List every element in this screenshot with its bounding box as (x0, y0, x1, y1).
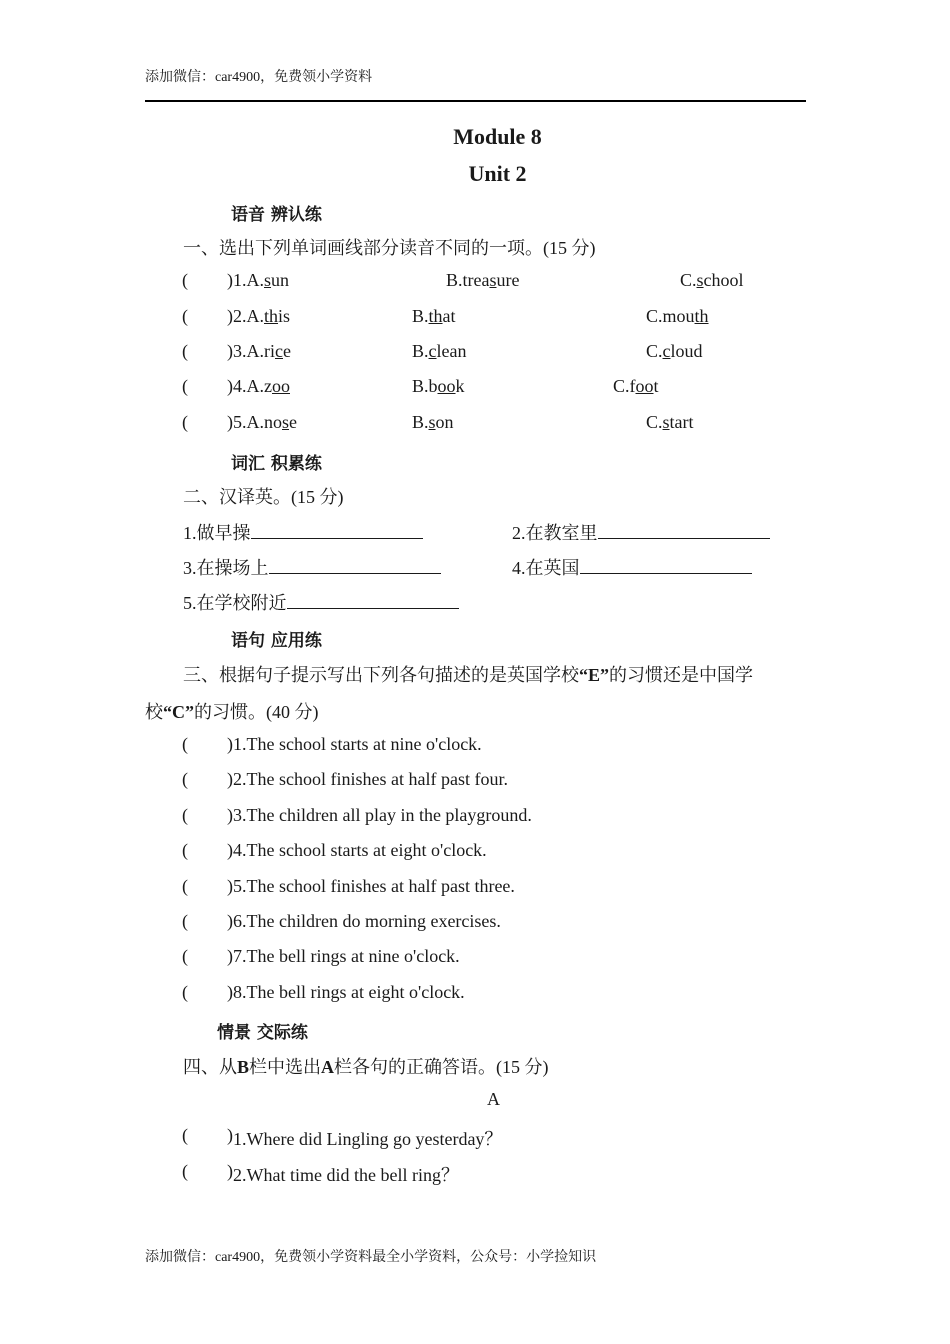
answer-bracket-close: ) (227, 1160, 233, 1181)
sentence-item: 2.The school finishes at half past four. (233, 769, 508, 790)
answer-bracket-close: ) (227, 804, 233, 825)
sentence-item: 3.The children all play in the playground. (233, 804, 532, 825)
option-c: C.school (680, 270, 744, 290)
translation-item: 2.在教室里 (512, 519, 770, 545)
answer-bracket-close: ) (227, 341, 233, 361)
section-2-heading: 二、汉译英。(15 分) (183, 487, 344, 507)
answer-bracket-open[interactable]: ( (182, 734, 188, 754)
option-c: C.cloud (646, 341, 703, 361)
option-a: 2.A.this (233, 306, 291, 326)
unit-title: Unit 2 (468, 161, 527, 186)
option-a: 3.A.rice (233, 341, 291, 361)
option-b: B.son (412, 412, 454, 432)
option-b: B.treasure (446, 270, 520, 290)
answer-bracket-close: ) (227, 911, 233, 931)
option-a: 1.A.sun (233, 270, 290, 290)
section-3-tag: 语句 应用练 (231, 631, 322, 651)
option-a: 4.A.zoo (233, 376, 290, 396)
translation-item: 1.做早操 (183, 519, 423, 545)
option-b: B.clean (412, 341, 467, 361)
answer-bracket-open[interactable]: ( (182, 946, 188, 967)
sentence-item: 5.The school finishes at half past three. (233, 875, 515, 896)
sentence-item: 8.The bell rings at eight o'clock. (233, 981, 465, 1002)
answer-bracket-close: ) (227, 270, 233, 290)
answer-blank[interactable] (251, 522, 423, 539)
module-title: Module 8 (453, 124, 542, 149)
answer-bracket-close: ) (227, 376, 233, 396)
section-3-heading-cont: 校“C”的习惯。(40 分) (145, 702, 319, 722)
question-item: 1.Where did Lingling go yesterday？ (233, 1129, 503, 1149)
answer-bracket-open[interactable]: ( (182, 981, 188, 1002)
sentence-item: 4.The school starts at eight o'clock. (233, 840, 487, 861)
answer-bracket-open[interactable]: ( (182, 911, 188, 931)
answer-bracket-open[interactable]: ( (182, 804, 188, 825)
column-a-label: A (487, 1089, 500, 1109)
answer-bracket-close: ) (227, 734, 233, 754)
answer-bracket-close: ) (227, 875, 233, 896)
sentence-item: 1.The school starts at nine o'clock. (233, 734, 482, 754)
answer-bracket-open[interactable]: ( (182, 875, 188, 896)
question-item: 2.What time did the bell ring？ (233, 1164, 459, 1185)
header-rule (145, 100, 806, 102)
answer-bracket-close: ) (227, 769, 233, 790)
answer-bracket-close: ) (227, 946, 233, 967)
translation-item: 3.在操场上 (183, 554, 441, 580)
answer-bracket-open[interactable]: ( (182, 1125, 188, 1145)
option-c: C.start (646, 412, 694, 432)
option-b: B.book (412, 376, 465, 396)
option-a: 5.A.nose (233, 412, 298, 432)
section-2-tag: 词汇 积累练 (231, 454, 322, 474)
answer-blank[interactable] (287, 592, 459, 609)
answer-bracket-open[interactable]: ( (182, 306, 188, 326)
page-header: 添加微信：car4900，免费领小学资料 (145, 70, 373, 85)
option-c: C.mouth (646, 306, 709, 326)
answer-bracket-close: ) (227, 412, 233, 432)
translation-item: 5.在学校附近 (183, 589, 459, 615)
answer-bracket-open[interactable]: ( (182, 341, 188, 361)
page-footer: 添加微信：car4900，免费领小学资料最全小学资料，公众号：小学捡知识 (145, 1250, 597, 1265)
answer-bracket-open[interactable]: ( (182, 270, 188, 290)
section-3-heading: 三、根据句子提示写出下列各句描述的是英国学校“E”的习惯还是中国学 (183, 665, 754, 685)
option-c: C.foot (613, 376, 659, 396)
section-4-heading: 四、从B栏中选出A栏各句的正确答语。(15 分) (183, 1057, 549, 1077)
section-1-tag: 语音 辨认练 (231, 205, 322, 225)
answer-bracket-open[interactable]: ( (182, 840, 188, 861)
answer-bracket-close: ) (227, 1125, 233, 1145)
answer-blank[interactable] (580, 557, 752, 574)
sentence-item: 6.The children do morning exercises. (233, 911, 501, 931)
section-4-tag: 情景 交际练 (217, 1023, 308, 1043)
section-1-heading: 一、选出下列单词画线部分读音不同的一项。(15 分) (183, 238, 596, 258)
translation-item: 4.在英国 (512, 554, 752, 580)
answer-bracket-open[interactable]: ( (182, 412, 188, 432)
answer-bracket-close: ) (227, 981, 233, 1002)
option-b: B.that (412, 306, 456, 326)
sentence-item: 7.The bell rings at nine o'clock. (233, 946, 460, 967)
answer-bracket-close: ) (227, 306, 233, 326)
answer-blank[interactable] (269, 557, 441, 574)
answer-bracket-open[interactable]: ( (182, 376, 188, 396)
answer-bracket-open[interactable]: ( (182, 769, 188, 790)
answer-blank[interactable] (598, 522, 770, 539)
answer-bracket-open[interactable]: ( (182, 1160, 188, 1181)
answer-bracket-close: ) (227, 840, 233, 861)
